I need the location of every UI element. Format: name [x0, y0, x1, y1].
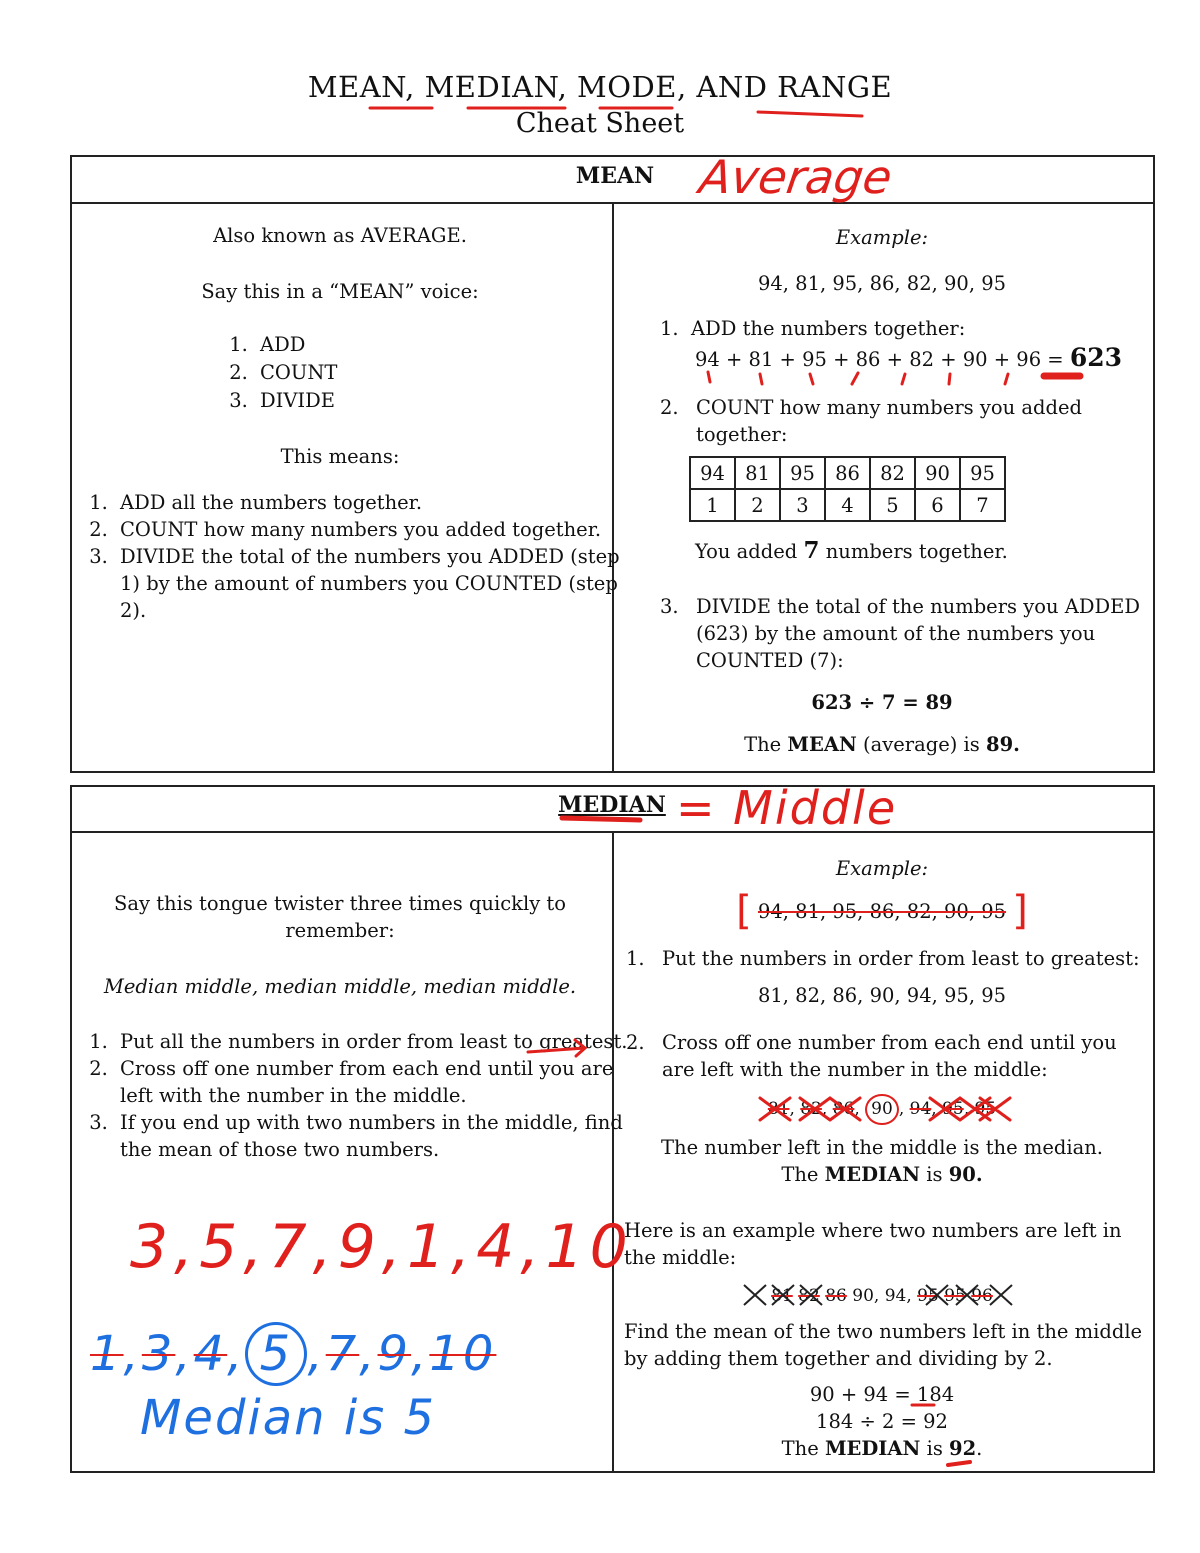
median-handwritten-result: Median is 5: [140, 1390, 436, 1446]
median-step: 1. Put all the numbers in order from least to greatest.: [114, 1028, 634, 1055]
count-ticks: [708, 372, 1008, 384]
median-middle-text: The number left in the middle is the median.: [661, 1136, 1103, 1159]
median-handwritten-numbers: 3,5,7,9,1,4,10: [130, 1212, 634, 1282]
median-two-intro: Here is an example where two numbers are left in the middle:: [624, 1219, 1122, 1269]
table-cell: 2: [735, 489, 780, 521]
median-two-find: Find the mean of the two numbers left in the middle by adding them together and dividing by 2.: [624, 1320, 1143, 1370]
mean-detail: 1. ADD all the numbers together.: [114, 489, 634, 516]
arrow-greatest: [528, 1040, 585, 1056]
median-header: MEDIAN: [558, 792, 666, 818]
median-step: 3. If you end up with two numbers in the middle, find the mean of those two numbers.: [114, 1109, 634, 1163]
mean-sum-total: 623: [1069, 343, 1123, 372]
underline-median-header: [562, 818, 640, 820]
page-subtitle: Cheat Sheet: [515, 108, 685, 139]
table-cell: 95: [780, 457, 825, 489]
median-example-numbers: [ 94, 81, 95, 86, 82, 90, 95 ]: [736, 888, 1028, 934]
table-cell: 1: [690, 489, 735, 521]
table-cell: 86: [825, 457, 870, 489]
median-two-numbers: 81 82 86 90, 94, 95 95 96: [771, 1286, 993, 1306]
table-cell: 3: [780, 489, 825, 521]
table-cell: 94: [690, 457, 735, 489]
mean-result: The MEAN (average) is 89.: [744, 733, 1020, 756]
table-cell: 95: [960, 457, 1005, 489]
mean-say: Say this in a “MEAN” voice:: [201, 280, 479, 303]
median-example-label: Example:: [835, 857, 929, 880]
mean-step: 3. DIVIDE: [254, 387, 474, 415]
circled-median: 5: [245, 1322, 307, 1386]
median-calc1: 90 + 94 = 184: [809, 1383, 955, 1406]
underline-range: [758, 112, 862, 116]
median-step: 2. Cross off one number from each end until you are left with the number in the middle.: [114, 1055, 634, 1109]
mean-added-count: You added 7 numbers together.: [695, 537, 1008, 564]
mean-step: 2. COUNT: [254, 359, 474, 387]
table-cell: 4: [825, 489, 870, 521]
two-middle-crosses: [744, 1285, 1012, 1305]
table-cell: 6: [915, 489, 960, 521]
mean-annotation: Average: [696, 150, 896, 204]
page-title: MEAN, MEDIAN, MODE, AND RANGE: [307, 70, 893, 104]
mean-step: 1. ADD: [254, 331, 474, 359]
red-ink: [370, 108, 1080, 1465]
mean-detail: 3. DIVIDE the total of the numbers you ADDED (step 1) by the amount of numbers you COUNTED (step 2).: [114, 543, 634, 624]
cross-marks: [760, 1098, 1010, 1120]
mean-step2-label: 2. COUNT how many numbers you added together:: [660, 396, 1082, 446]
mean-division: 623 ÷ 7 = 89: [811, 691, 953, 714]
median-handwritten-sorted: 1,3,4, 5 ,7,9,10: [90, 1322, 496, 1386]
table-cell: 7: [960, 489, 1005, 521]
table-cell: 90: [915, 457, 960, 489]
median-sorted: 81, 82, 86, 90, 94, 95, 95: [757, 984, 1007, 1007]
mean-aka: Also known as AVERAGE.: [213, 224, 467, 247]
mean-example-numbers: 94, 81, 95, 86, 82, 90, 95: [757, 272, 1007, 295]
mean-step3-label: 3. DIVIDE the total of the numbers you ADDED (623) by the amount of the numbers you COUNTED (7):: [660, 595, 1140, 672]
median-final: The MEDIAN is 92.: [781, 1437, 983, 1460]
mean-step1-label: 1. ADD the numbers together:: [660, 317, 966, 340]
table-cell: 82: [870, 457, 915, 489]
median-calc2: 184 ÷ 2 = 92: [816, 1410, 948, 1433]
median-step1: 1. Put the numbers in order from least to greatest:: [626, 947, 1140, 970]
mean-this-means: This means:: [280, 445, 400, 468]
table-cell: 5: [870, 489, 915, 521]
table-cell: 81: [735, 457, 780, 489]
median-crossed-numbers: 81, 82, 86, 90 , 94, 95, 95: [622, 1094, 1142, 1125]
median-twister: Median middle, median middle, median middle.: [103, 975, 577, 998]
median-step2: 2. Cross off one number from each end until you are left with the number in the middle:: [626, 1031, 1117, 1081]
median-result: The MEDIAN is 90.: [781, 1163, 983, 1186]
mean-header: MEAN: [575, 163, 655, 189]
mean-example-label: Example:: [835, 226, 929, 249]
median-annotation: = Middle: [676, 781, 898, 835]
mean-detail: 2. COUNT how many numbers you added together.: [114, 516, 634, 543]
mean-sum-expression: 94 + 81 + 95 + 86 + 82 + 90 + 96 =: [695, 348, 1064, 371]
median-say: Say this tongue twister three times quickly to remember:: [114, 892, 566, 942]
underline-92: [948, 1462, 970, 1465]
black-ink: [744, 1285, 1012, 1305]
